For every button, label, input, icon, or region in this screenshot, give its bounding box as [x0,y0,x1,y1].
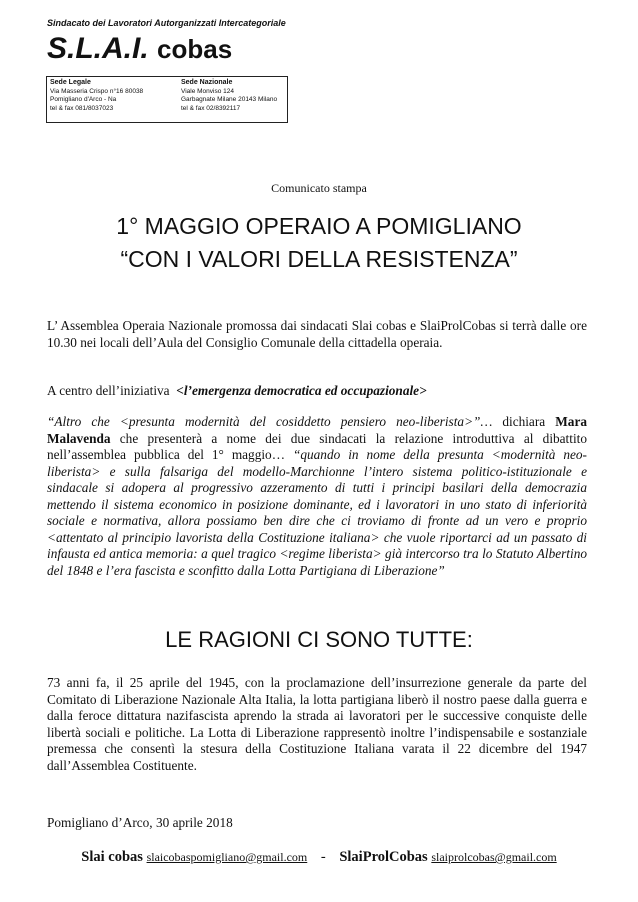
quote-part1: “Altro che <presunta modernità del cosiddetto pensiero neo-liberista>”… [47,414,493,429]
quote-paragraph [47,414,587,579]
headline-line2: “CON I VALORI DELLA RESISTENZA” [120,246,518,272]
quote-part3: che presenterà a nome dei due sindacati la relazione introduttiva al dibattito nell’assemblea pubblica del 1° maggio… [47,430,587,462]
quote-part2: dichiara [492,414,556,429]
sede-legale-line1: Via Masseria Crispo n°16 80038 [50,87,144,95]
center-topic: <l’emergenza democratica ed occupazionale> [176,383,427,398]
sede-nazionale-line1: Viale Monviso 124 [181,87,234,95]
org-logo-title [47,32,232,66]
sede-nazionale-line3: tel & fax 02/8392117 [181,104,241,112]
sede-legale-line2: Pomigliano d'Arco - Na [50,96,117,103]
center-line [47,383,587,400]
place-date: Pomigliano d’Arco, 30 aprile 2018 [47,815,233,830]
org-name: S.L.A.I. [47,32,149,65]
org-subtitle: Sindacato dei Lavoratori Autorganizzati Intercategoriale [47,18,286,28]
sede-nazionale-line2: Garbagnate Milane 20143 Milano [181,96,278,103]
sede-nazionale-title: Sede Nazionale [181,79,233,86]
quote-part4: “quando in nome della presunta <modernità neo-liberista> e sulla falsariga del modello-Marchionne l’intero sistema politico-istituzionale e sindacale si adopera al progressivo azzeramento di tutti i principi basilari della democrazia mettendo il sistema economico in posizione dominante, ed i lavoratori in uno stato di inferiorità sociale e normativa, allora possiamo ben dire che ci troviamo di fronte ad un vero e proprio <attentato al principio lavorista della Costituzione italiana> che vuole riportarci ad un passato di infausta ed antica memoria: a quel tragico <regime liberista> già intercorso tra lo Statuto Albertino del 1848 e l’era fascista e sconfitto dalla Lotta Partigiana di Liberazione” [47,447,587,578]
quote-speaker: Mara Malavenda [47,414,587,446]
footer-org1: Slai cobas [81,849,143,865]
org-suffix: cobas [157,34,233,64]
footer-email1[interactable]: slaicobaspomigliano@gmail.com [146,850,308,864]
footer [0,849,638,866]
address-box [46,76,288,123]
sede-legale-title: Sede Legale [50,79,91,86]
headline [0,210,638,276]
sede-nazionale [181,79,277,113]
sede-legale-line3: tel & fax 081/8037023 [50,104,114,112]
footer-email2[interactable]: slaiprolcobas@gmail.com [431,850,557,864]
footer-org2: SlaiProlCobas [339,849,428,865]
press-release-label: Comunicato stampa [271,181,367,195]
sede-legale [50,79,143,113]
reasons-paragraph: 73 anni fa, il 25 aprile del 1945, con la proclamazione dell’insurrezione generale da parte del Comitato di Liberazione Nazionale Alta Italia, la lotta partigiana liberò il nostro paese dalla guerra e dalla feroce dittatura nazifascista aprendo la strada ai lavoratori per le successive conquiste delle libertà sociali e politiche. La Lotta di Liberazione rappresentò inoltre l’indispensabile e sostanziale premessa che consentì la stesura della Costituzione Italiana varata il 22 dicembre del 1947 dall’Assemblea Costituente. [47,675,587,773]
footer-separator: - [320,849,326,865]
headline-line1: 1° MAGGIO OPERAIO A POMIGLIANO [116,213,522,239]
center-prefix: A centro dell’iniziativa [47,383,170,398]
intro-paragraph: L’ Assemblea Operaia Nazionale promossa dai sindacati Slai cobas e SlaiProlCobas si terrà dalle ore 10.30 nei locali dell’Aula del Consiglio Comunale della cittadella operaia. [47,318,587,350]
section-title: LE RAGIONI CI SONO TUTTE: [165,627,473,652]
